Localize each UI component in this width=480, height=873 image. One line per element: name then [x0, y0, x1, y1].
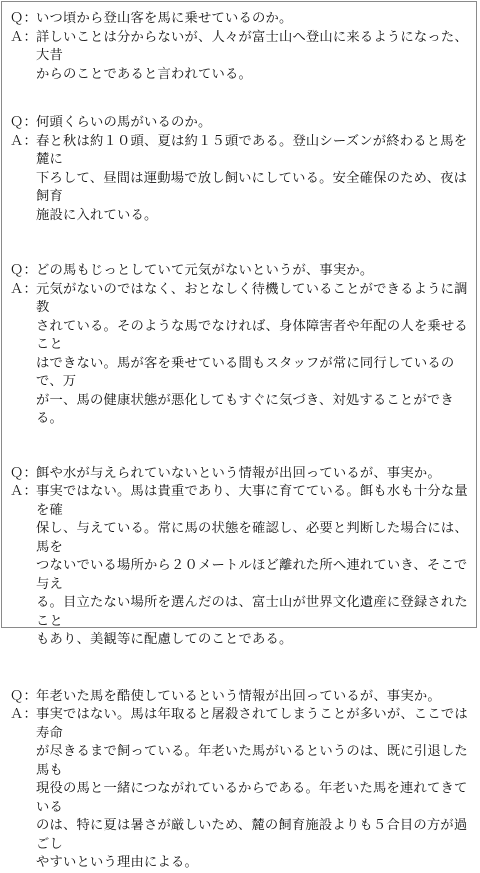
answer-label: Ａ：	[10, 484, 37, 499]
question-line	[10, 10, 472, 29]
answer-line-text: からのことであると言われている。	[36, 66, 252, 82]
answer-label: Ａ：	[10, 133, 37, 149]
answer-line-text: 施設に入れている。	[36, 207, 158, 223]
answer-line-text: る。目立たない場所を選んだのは、富士山が世界文化遺産に登録されたこと	[36, 595, 468, 629]
question-text: どの馬もじっとしていて元気がないというが、事実か。	[36, 263, 374, 278]
answer-line-text: つないでいる場所から２０メートルほど離れた所へ連れていき、そこで与え	[36, 558, 468, 592]
question-line	[10, 465, 472, 484]
answer-text	[36, 706, 472, 873]
question-line	[10, 688, 472, 707]
qa-item-5	[10, 688, 472, 873]
answer-line	[10, 133, 472, 226]
answer-line-text: 事実ではない。馬は貴重であり、大事に育てている。餌も水も十分な量を確	[36, 484, 468, 518]
answer-label: Ａ：	[10, 29, 37, 45]
question-text: 餌や水が与えられていないという情報が出回っているが、事実か。	[36, 465, 441, 481]
document-frame	[1, 1, 477, 870]
answer-line-text: 現役の馬と一緒につながれているからである。年老いた馬を連れてきている	[36, 781, 468, 815]
question-label: Ｑ：	[10, 465, 37, 481]
answer-line-text: 事実ではない。馬は年取ると屠殺されてしまうことが多いが、ここでは寿命	[36, 707, 468, 741]
answer-label: Ａ：	[10, 707, 37, 722]
qa-item-1	[10, 10, 472, 84]
answer-text	[36, 483, 472, 650]
answer-line-text: もあり、美観等に配慮してのことである。	[36, 632, 293, 647]
answer-line-text: 下ろして、昼間は運動場で放し飼いにしている。安全確保のため、夜は飼育	[36, 170, 468, 204]
answer-line-text: が一、馬の健康状態が悪化してもすぐに気づき、対処することができる。	[36, 392, 454, 426]
question-text: いつ頃から登山客を馬に乗せているのか。	[36, 11, 293, 26]
answer-line	[10, 29, 472, 85]
question-text: 年老いた馬を酷使しているという情報が出回っているが、事実か。	[36, 688, 441, 704]
question-label: Ｑ：	[10, 688, 37, 704]
question-line	[10, 262, 472, 281]
answer-line-text: が尽きるまで飼っている。年老いた馬がいるというのは、既に引退した馬も	[36, 744, 468, 778]
answer-line-text: はできない。馬が客を乗せている間もスタッフが常に同行しているので、万	[36, 355, 455, 389]
answer-line-text: 春と秋は約１０頭、夏は約１５頭である。登山シーズンが終わると馬を麓に	[36, 133, 468, 167]
qa-document	[10, 10, 472, 873]
question-line	[10, 114, 472, 133]
answer-line-text: 詳しいことは分からないが、人々が富士山へ登山に来るようになった、大昔	[36, 29, 468, 63]
qa-item-3	[10, 262, 472, 429]
answer-label: Ａ：	[10, 281, 37, 297]
question-label: Ｑ：	[10, 115, 37, 130]
answer-line-text: やすいという理由による。	[36, 855, 198, 870]
question-label: Ｑ：	[10, 11, 37, 26]
question-label: Ｑ：	[10, 263, 37, 278]
qa-item-2	[10, 114, 472, 225]
answer-line	[10, 706, 472, 873]
answer-text	[36, 29, 472, 85]
answer-line-text: 保し、与えている。常に馬の状態を確認し、必要と判断した場合には、馬を	[36, 521, 468, 555]
qa-item-4	[10, 465, 472, 650]
answer-line	[10, 483, 472, 650]
question-text: 何頭くらいの馬がいるのか。	[36, 115, 212, 130]
answer-line	[10, 281, 472, 429]
answer-line-text: のは、特に夏は暑さが厳しいため、麓の飼育施設よりも５合目の方が過ごし	[36, 818, 468, 852]
answer-line-text: されている。そのような馬でなければ、身体障害者や年配の人を乗せること	[36, 318, 468, 352]
answer-text	[36, 133, 472, 226]
answer-line-text: 元気がないのではなく、おとなしく待機していることができるように調教	[36, 281, 468, 315]
answer-text	[36, 281, 472, 429]
